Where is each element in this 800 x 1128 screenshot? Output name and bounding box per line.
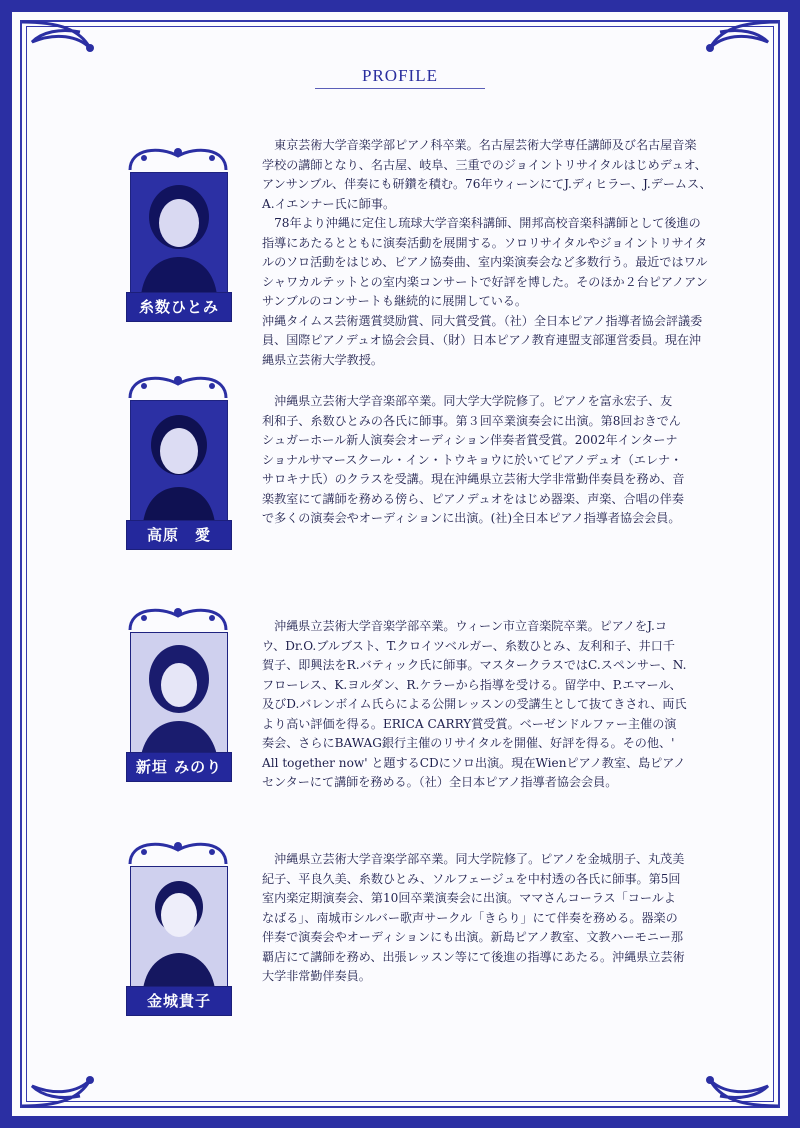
portrait-photo [130, 400, 228, 524]
performer-bio: 東京芸術大学音楽学部ピアノ科卒業。名古屋芸術大学専任講師及び名古屋音楽 学校の講師となり、名古屋、岐阜、三重でのジョイントリサイタルはじめデュオ、 アンサンブル、伴奏にも研鑽を積む。76年ウィーンにてJ.ディヒラー、J.デームス、 A.イエンナー氏に師事。 78年より沖縄に定住し琉球大学音楽科講師、開邦高校音楽科講師として後進の 指導にあたるとともに演奏活動を展開する。ソロリサイタルやジョイントリサイタ ルのソロ活動をはじめ、ピアノ協奏曲、室内楽演奏会など多数行う。最近ではワル シャワカルテットとの室内楽コンサートで好評を博した。そのほか２台ピアノアン サンブルのコンサートも継続的に展開している。 沖縄タイムス芸術選賞奨励賞、同大賞受賞。（社）全日本ピアノ指導者協会評議委 員、国際ピアノデュオ協会会員、（財）日本ピアノ教育連盟支部運営委員。現在沖 縄県立芸術大学教授。 [262, 138, 712, 367]
portrait-photo [130, 866, 228, 990]
portrait-photo [130, 632, 228, 756]
performer-bio: 沖縄県立芸術大学音楽部卒業。同大学大学院修了。ピアノを富永宏子、友 利和子、糸数ひとみの各氏に師事。第３回卒業演奏会に出演。第8回おきでん シュガーホール新人演奏会オーディション伴奏者賞受賞。2002年インターナ ショナルサマースクール・イン・トウキョウに於いてピアノデュオ（エレナ・ サロキナ氏）のクラスを受講。現在沖縄県立芸術大学非常勤伴奏員を務め、音 楽教室にて講師を務める傍ら、ピアノデュオをはじめ器楽、声楽、合唱の伴奏 で多くの演奏会やオーディションに出演。(社)全日本ピアノ指導者協会会員。 [262, 394, 685, 525]
performer-name: 新垣 みのり [126, 752, 232, 782]
portrait-card [120, 836, 236, 1016]
performer-bio: 沖縄県立芸術大学音楽学部卒業。同大学院修了。ピアノを金城朋子、丸茂美 紀子、平良久美、糸数ひとみ、ソルフェージュを中村透の各氏に師事。第5回 室内楽定期演奏会、第10回卒業演奏会に出演。ママさんコーラス「コールよ なばる」、南城市シルバー歌声サークル「きらり」にて伴奏を務める。器楽の 伴奏で演奏会やオーディションにも出演。新島ピアノ教室、文教ハーモニー那 覇店にて講師を務め、出張レッスン等にて後進の指導にあたる。沖縄県立芸術 大学非常勤伴奏員。 [262, 852, 685, 983]
portrait-card [120, 142, 236, 322]
page-title: PROFILE [362, 66, 438, 85]
performer-name: 糸数ひとみ [126, 292, 232, 322]
portrait-card [120, 370, 236, 550]
performer-name: 高原 愛 [126, 520, 232, 550]
performer-bio: 沖縄県立芸術大学音楽学部卒業。ウィーン市立音楽院卒業。ピアノをJ.コ ウ、Dr.O.ブルブスト、T.クロイツベルガー、糸数ひとみ、友利和子、井口千 賀子、即興法をR.バティック氏に師事。マスタークラスではC.スペンサー、N. フローレス、K.ヨルダン、R.ケラーから指導を受ける。留学中、P.エマール、 及びD.バレンボイム氏らによる公開レッスンの受講生として抜てきされ、両氏 より高い評価を得る。ERICA CARRY賞受賞。ベーゼンドルファー主催の演 奏会、さらにBAWAG銀行主催のリサイタルを開催、好評を得る。その他、' All together now' と題するCDにソロ出演。現在Wienピアノ教室、島ピアノ センターにて講師を務める。（社）全日本ピアノ指導者協会会員。 [262, 619, 687, 789]
portrait-card [120, 602, 236, 782]
portrait-photo [130, 172, 228, 296]
performer-name: 金城貴子 [126, 986, 232, 1016]
title-underline [315, 88, 485, 89]
